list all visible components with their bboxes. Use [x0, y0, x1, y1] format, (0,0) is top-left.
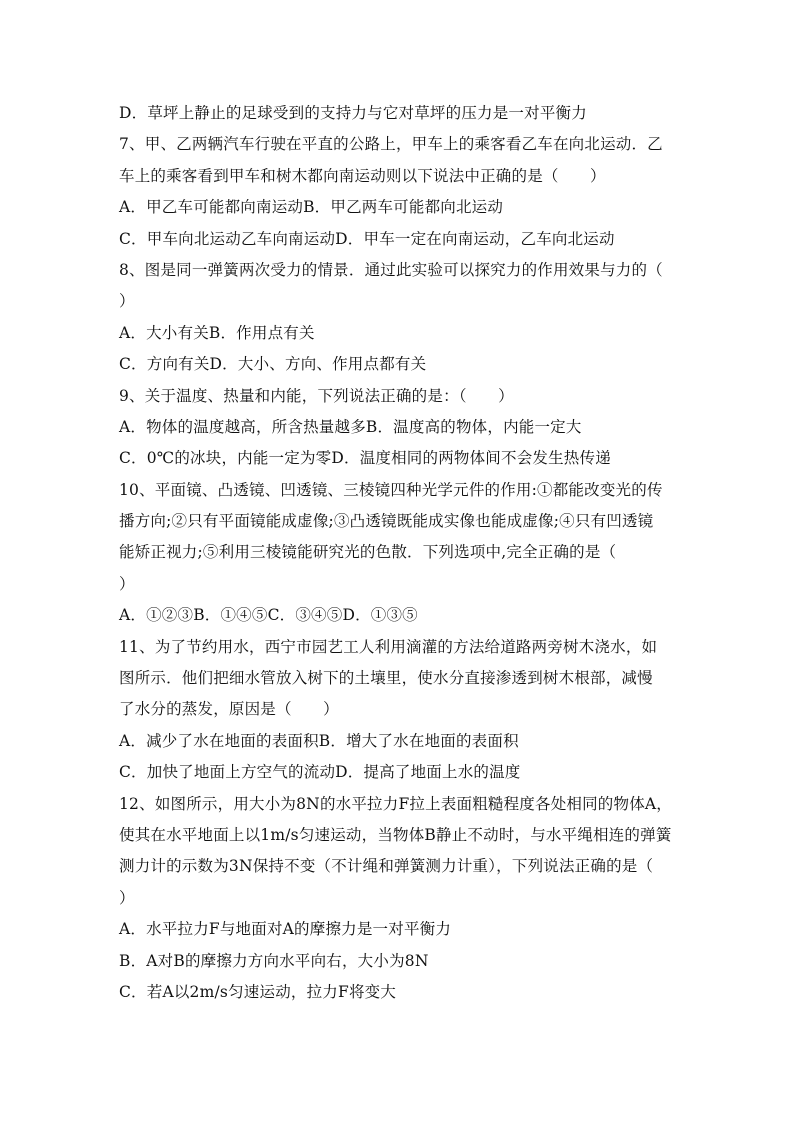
question-12-stem-line-3: 测力计的示数为3N保持不变（不计绳和弹簧测力计重），下列说法正确的是（ [119, 857, 654, 876]
question-11-options-ab: A．减少了水在地面的表面积B．增大了水在地面的表面积 [119, 731, 519, 750]
question-9-options-cd: C．0℃的冰块，内能一定为零D．温度相同的两物体间不会发生热传递 [119, 449, 611, 468]
question-10-stem-line-2: 播方向;②只有平面镜能成虚像;③凸透镜既能成实像也能成虚像;④只有凹透镜 [119, 512, 654, 531]
question-8-options-ab: A．大小有关B．作用点有关 [119, 323, 315, 342]
question-12-stem-line-4: ） [119, 888, 135, 907]
question-9-options-ab: A．物体的温度越高，所含热量越多B．温度高的物体，内能一定大 [119, 417, 582, 436]
question-12-option-b: B．A对B的摩擦力方向水平向右，大小为8N [119, 951, 429, 970]
question-11-options-cd: C．加快了地面上方空气的流动D．提高了地面上水的温度 [119, 763, 521, 782]
question-10-stem-line-4: ） [119, 574, 135, 593]
question-12-option-a: A．水平拉力F与地面对A的摩擦力是一对平衡力 [119, 920, 452, 939]
question-10-stem-line-1: 10、平面镜、凸透镜、凹透镜、三棱镜四种光学元件的作用:①都能改变光的传 [119, 480, 663, 499]
question-8-stem-line-1: 8、图是同一弹簧两次受力的情景．通过此实验可以探究力的作用效果与力的（ [119, 260, 663, 279]
question-12-stem-line-1: 12、如图所示，用大小为8N的水平拉力F拉上表面粗糙程度各处相同的物体A， [119, 794, 672, 813]
question-text-block [119, 98, 679, 1008]
question-11-stem-line-3: 了水分的蒸发，原因是（ ） [119, 700, 339, 719]
question-8-options-cd: C．方向有关D．大小、方向、作用点都有关 [119, 355, 427, 374]
question-8-stem-line-2: ） [119, 292, 135, 311]
question-7-options-cd: C．甲车向北运动乙车向南运动D．甲车一定在向南运动，乙车向北运动 [119, 229, 615, 248]
question-9-stem: 9、关于温度、热量和内能，下列说法正确的是：（ ） [119, 386, 514, 405]
question-10-options: A．①②③B．①④⑤C．③④⑤D．①③⑤ [119, 606, 418, 625]
question-11-stem-line-1: 11、为了节约用水，西宁市园艺工人利用滴灌的方法给道路两旁树木浇水，如 [119, 637, 658, 656]
question-11-stem-line-2: 图所示．他们把细水管放入树下的土壤里，使水分直接渗透到树木根部，减慢 [119, 669, 653, 688]
question-7-stem-line-1: 7、甲、乙两辆汽车行驶在平直的公路上，甲车上的乘客看乙车在向北运动．乙 [119, 135, 663, 154]
question-12-option-c: C．若A以2m/s匀速运动，拉力F将变大 [119, 982, 397, 1001]
option-d-q6: D．草坪上静止的足球受到的支持力与它对草坪的压力是一对平衡力 [119, 104, 587, 122]
question-10-stem-line-3: 能矫正视力;⑤利用三棱镜能研究光的色散．下列选项中,完全正确的是（ [119, 543, 617, 562]
question-12-stem-line-2: 使其在水平地面上以1m/s匀速运动，当物体B静止不动时，与水平绳相连的弹簧 [119, 825, 672, 844]
question-7-options-ab: A．甲乙车可能都向南运动B．甲乙两车可能都向北运动 [119, 198, 504, 217]
question-7-stem-line-2: 车上的乘客看到甲车和树木都向南运动则以下说法中正确的是（ ） [119, 166, 606, 185]
